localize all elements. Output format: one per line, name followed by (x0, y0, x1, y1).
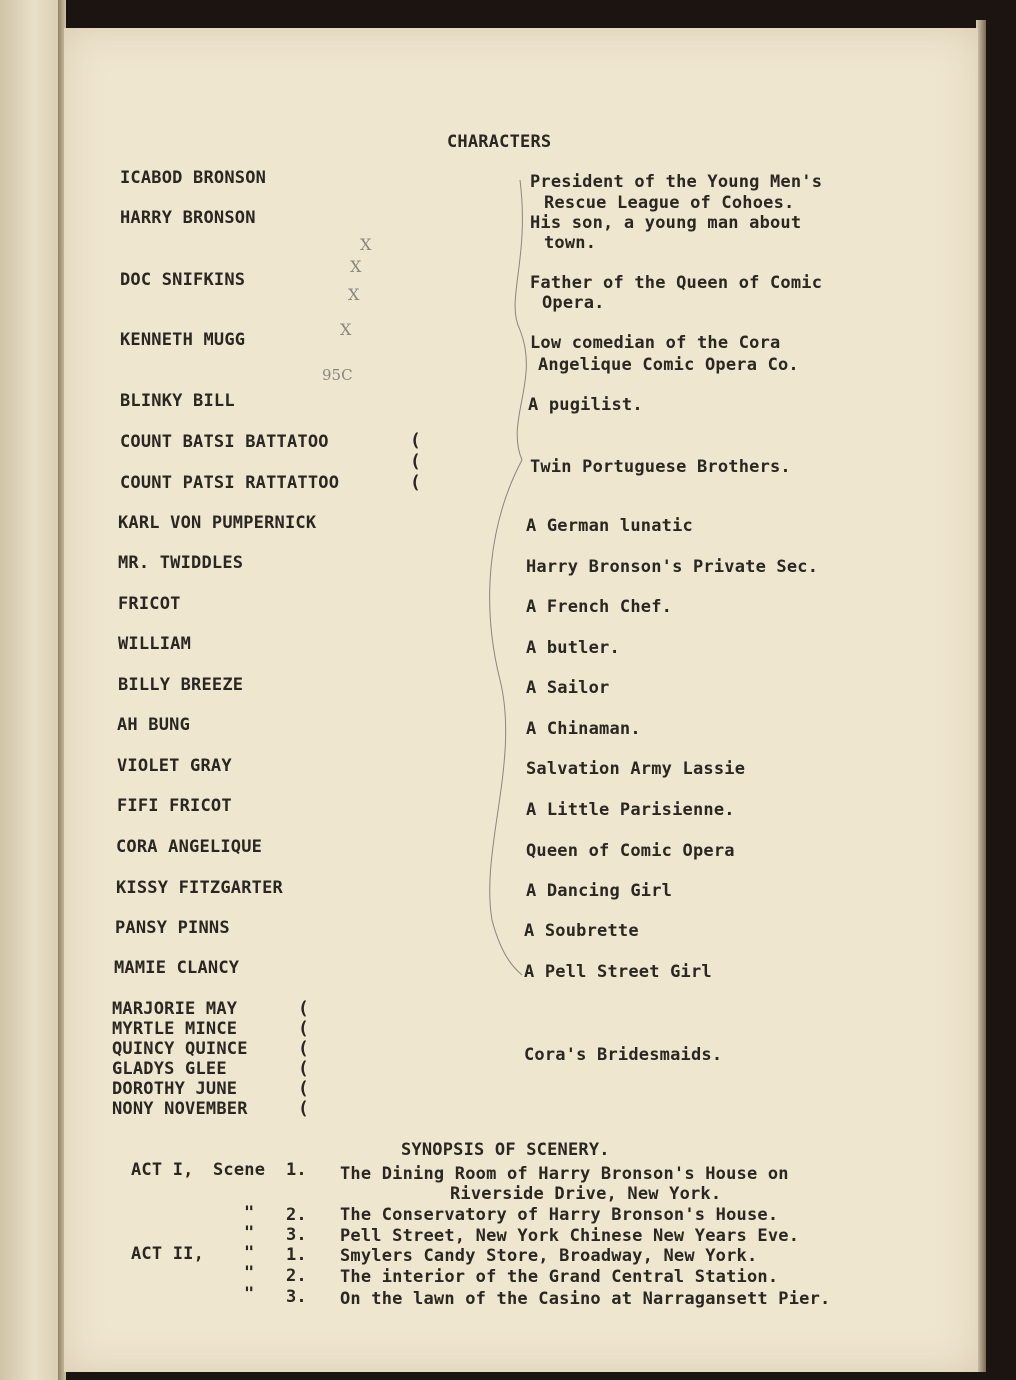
bridesmaid-name: GLADYS GLEE (112, 1059, 227, 1079)
character-desc: A Pell Street Girl (524, 962, 712, 982)
character-name: AH BUNG (117, 715, 191, 735)
synopsis-text: The Conservatory of Harry Bronson's House. (340, 1205, 779, 1225)
character-name: VIOLET GRAY (117, 756, 232, 776)
page-heading: CHARACTERS (447, 132, 552, 152)
synopsis-act: ACT I, (131, 1160, 194, 1180)
character-desc: A Chinaman. (526, 719, 641, 739)
character-name: BLINKY BILL (120, 391, 235, 411)
character-desc: A pugilist. (528, 395, 643, 415)
character-desc: A Sailor (526, 678, 610, 698)
synopsis-num: 2. (286, 1266, 307, 1286)
character-name: KARL VON PUMPERNICK (118, 513, 317, 533)
bracket: ( (298, 1038, 309, 1059)
synopsis-text: The Dining Room of Harry Bronson's House on (340, 1164, 789, 1184)
character-desc: Opera. (542, 293, 605, 313)
character-desc: President of the Young Men's (530, 172, 823, 192)
character-desc: Angelique Comic Opera Co. (538, 355, 799, 375)
synopsis-num: 3. (286, 1287, 307, 1307)
synopsis-act: ACT II, (131, 1244, 205, 1264)
character-name: MAMIE CLANCY (114, 958, 240, 978)
pencil-bracket-line (490, 180, 527, 975)
character-name: FIFI FRICOT (117, 796, 232, 816)
synopsis-scene: Scene (213, 1160, 266, 1180)
bracket: ( (410, 451, 421, 472)
synopsis-num: 1. (286, 1245, 307, 1265)
bridesmaid-name: NONY NOVEMBER (112, 1099, 248, 1119)
pencil-mark: 95C (322, 366, 353, 384)
bracket: ( (298, 998, 309, 1019)
bracket: ( (410, 430, 421, 451)
twins-desc: Twin Portuguese Brothers. (530, 457, 791, 477)
character-name: WILLIAM (118, 634, 192, 654)
character-desc: Rescue League of Cohoes. (544, 193, 795, 213)
character-desc: A French Chef. (526, 597, 673, 617)
bridesmaids-desc: Cora's Bridesmaids. (524, 1045, 723, 1065)
character-name: PANSY PINNS (115, 918, 230, 938)
synopsis-scene: " (244, 1243, 255, 1263)
character-desc: A Little Parisienne. (526, 800, 735, 820)
bracket: ( (410, 472, 421, 493)
bracket: ( (298, 1058, 309, 1079)
character-name: FRICOT (118, 594, 181, 614)
character-name: MR. TWIDDLES (118, 553, 244, 573)
synopsis-num: 1. (286, 1160, 307, 1180)
character-desc: Queen of Comic Opera (526, 841, 735, 861)
character-desc: A Dancing Girl (526, 881, 673, 901)
synopsis-scene: " (244, 1284, 255, 1304)
character-desc: A Soubrette (524, 921, 639, 941)
bracket: ( (298, 1078, 309, 1099)
character-name: DOC SNIFKINS (120, 270, 246, 290)
pencil-mark: X (360, 235, 372, 254)
synopsis-text: Riverside Drive, New York. (450, 1184, 722, 1204)
character-name: COUNT PATSI RATTATTOO (120, 473, 340, 493)
character-name: HARRY BRONSON (120, 208, 256, 228)
bridesmaid-name: QUINCY QUINCE (112, 1039, 248, 1059)
character-name: KENNETH MUGG (120, 330, 246, 350)
character-name: CORA ANGELIQUE (116, 837, 263, 857)
character-name: ICABOD BRONSON (120, 168, 267, 188)
synopsis-text: Pell Street, New York Chinese New Years Eve. (340, 1226, 800, 1246)
synopsis-text: Smylers Candy Store, Broadway, New York. (340, 1246, 758, 1266)
bridesmaid-name: MYRTLE MINCE (112, 1019, 238, 1039)
character-desc: Salvation Army Lassie (526, 759, 746, 779)
character-name: BILLY BREEZE (118, 675, 244, 695)
character-desc: Low comedian of the Cora (530, 333, 781, 353)
synopsis-text: The interior of the Grand Central Station. (340, 1267, 779, 1287)
synopsis-scene: " (244, 1263, 255, 1283)
synopsis-num: 2. (286, 1205, 307, 1225)
character-desc: A butler. (526, 638, 620, 658)
pencil-mark: X (340, 320, 352, 339)
character-desc: town. (544, 233, 597, 253)
pencil-mark: X (348, 285, 360, 304)
pencil-mark: X (350, 257, 362, 276)
bracket: ( (298, 1018, 309, 1039)
bridesmaid-name: DOROTHY JUNE (112, 1079, 238, 1099)
character-name: COUNT BATSI BATTATOO (120, 432, 329, 452)
synopsis-scene: " (244, 1223, 255, 1243)
bracket: ( (298, 1098, 309, 1119)
character-desc: His son, a young man about (530, 213, 802, 233)
character-desc: Father of the Queen of Comic (530, 273, 823, 293)
character-desc: A German lunatic (526, 516, 693, 536)
synopsis-num: 3. (286, 1225, 307, 1245)
bridesmaid-name: MARJORIE MAY (112, 999, 238, 1019)
character-desc: Harry Bronson's Private Sec. (526, 557, 819, 577)
synopsis-text: On the lawn of the Casino at Narragansett Pier. (340, 1289, 831, 1309)
synopsis-scene: " (244, 1203, 255, 1223)
synopsis-title: SYNOPSIS OF SCENERY. (401, 1140, 610, 1160)
character-name: KISSY FITZGARTER (116, 878, 283, 898)
